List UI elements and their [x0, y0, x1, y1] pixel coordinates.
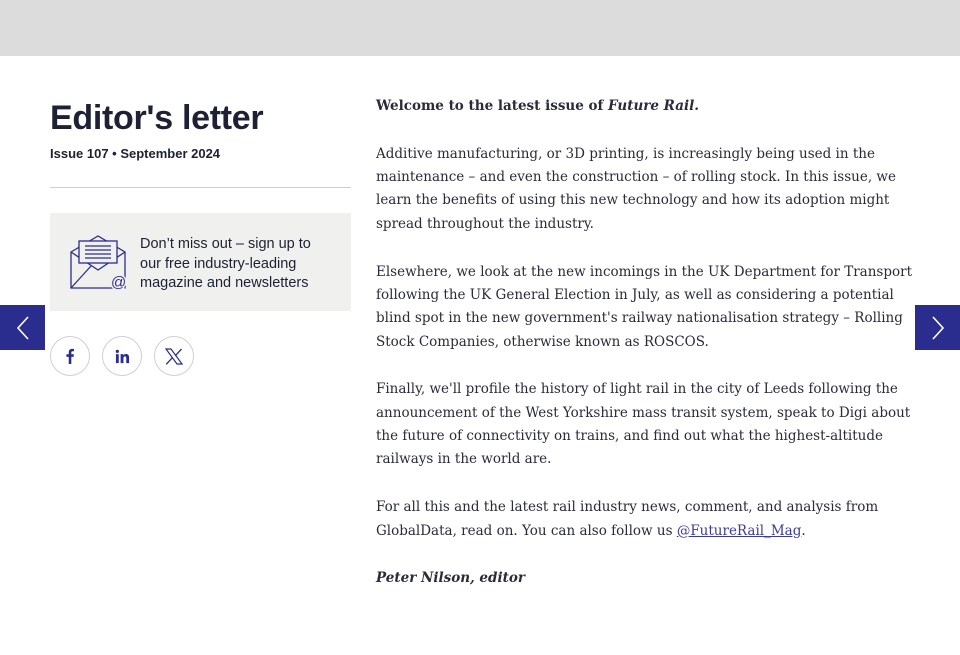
- editor-letter-body: [376, 95, 916, 615]
- top-banner: [0, 0, 960, 56]
- newsletter-envelope-icon: [69, 234, 127, 290]
- linkedin-icon: [115, 349, 130, 364]
- x-twitter-icon: [165, 348, 183, 365]
- paragraph-4-text: For all this and the latest rail industry news, comment, and analysis from GlobalData, read on. You can also follow us: [376, 499, 879, 539]
- prev-arrow-button[interactable]: [0, 305, 45, 350]
- social-share-bar: [50, 336, 351, 376]
- x-share-button[interactable]: [154, 336, 194, 376]
- svg-text:@: @: [111, 274, 127, 290]
- chevron-left-icon: [15, 315, 31, 341]
- twitter-handle-link[interactable]: @FutureRail_Mag: [676, 522, 802, 539]
- paragraph-4: [376, 496, 916, 543]
- paragraph-2: Elsewhere, we look at the new incomings in the UK Department for Transport following the UK General Election in July, as well as considering a potential blind spot in the new government's railway nationalisation strategy – Rolling Stock Companies, otherwise known as ROSCOS.: [376, 263, 912, 350]
- next-arrow-button[interactable]: [915, 305, 960, 350]
- issue-info: Issue 107 • September 2024: [50, 146, 221, 161]
- paragraph-1: Additive manufacturing, or 3D printing, is increasingly being used in the maintenance – and even the construction – of rolling stock. In this issue, we learn the benefits of using this new technology and how its adoption might spread throughout the industry.: [376, 145, 896, 232]
- sidebar: [50, 96, 351, 376]
- magazine-name: Future Rail.: [608, 98, 699, 114]
- paragraph-4-end: .: [801, 522, 806, 539]
- newsletter-signup-banner[interactable]: [50, 213, 351, 311]
- editor-signature: Peter Nilson, editor: [376, 570, 525, 587]
- divider: [50, 187, 351, 188]
- page-title: Editor's letter: [50, 99, 264, 137]
- chevron-right-icon: [930, 315, 946, 341]
- linkedin-share-button[interactable]: [102, 336, 142, 376]
- facebook-share-button[interactable]: [50, 336, 90, 376]
- lead-text: Welcome to the latest issue of: [376, 98, 609, 114]
- signup-text: Don’t miss out – sign up to our free industry-leading magazine and newsletters: [140, 236, 311, 291]
- facebook-icon: [63, 348, 77, 364]
- paragraph-3: Finally, we'll profile the history of light rail in the city of Leeds following the announcement of the West Yorkshire mass transit system, speak to Digi about the future of connectivity on trains, and find out what the highest-altitude railways in the world are.: [376, 381, 911, 468]
- lead-paragraph: [376, 95, 916, 118]
